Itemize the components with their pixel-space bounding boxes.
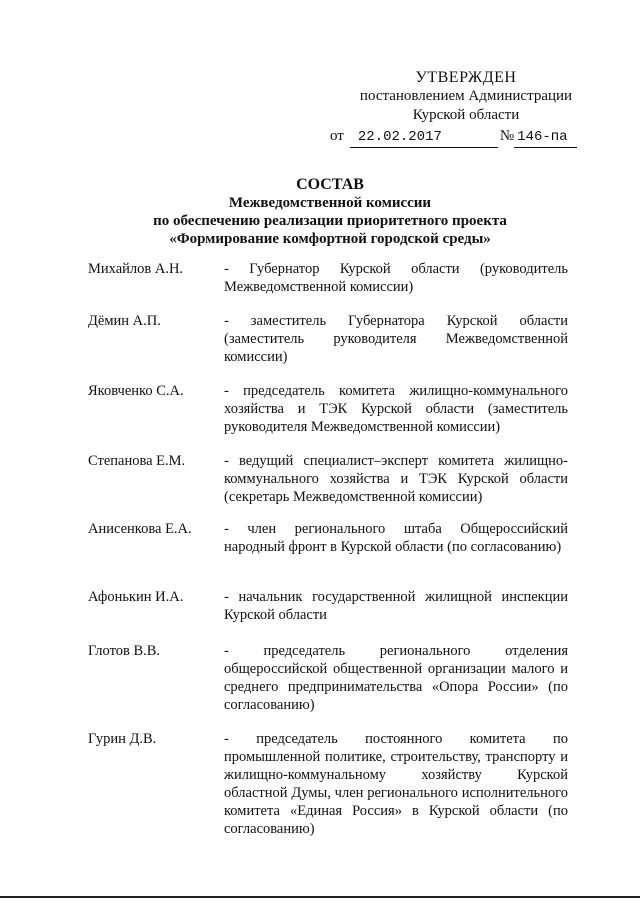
title-line-3: «Формирование комфортной городской среды»: [169, 231, 491, 247]
title-main: СОСТАВ: [296, 176, 364, 193]
approval-stamp: [330, 68, 580, 148]
member-role: - председатель регионального отделения общероссийской общественной организации малого и среднего предпринимательства «Опора России» (по согласованию): [224, 643, 568, 713]
approval-dateline: [330, 127, 580, 148]
page-bottom-edge: [0, 896, 640, 898]
approval-number: 146-па: [514, 128, 577, 148]
member-name: Яковченко С.А.: [88, 383, 184, 399]
member-role: - председатель комитета жилищно-коммунального хозяйства и ТЭК Курской области (заместитель руководителя Межведомственной комиссии): [224, 383, 568, 435]
title-line-1: Межведомственной комиссии: [228, 195, 432, 211]
member-role: - начальник государственной жилищной инспекции Курской области: [224, 589, 568, 623]
member-name: Степанова Е.М.: [88, 453, 186, 469]
member-role: - ведущий специалист–эксперт комитета жилищно-коммунального хозяйства и ТЭК Курской области (секретарь Межведомственной комиссии): [224, 453, 568, 505]
number-prefix: №: [499, 128, 515, 144]
member-role: - Губернатор Курской области (руководитель Межведомственной комиссии): [224, 261, 568, 295]
member-name: Глотов В.В.: [88, 643, 161, 659]
approval-line-2: Курской области: [412, 107, 520, 123]
member-name: Дёмин А.П.: [88, 313, 161, 329]
member-role: - заместитель Губернатора Курской области (заместитель руководителя Межведомственной комиссии): [224, 313, 568, 365]
member-role: - член регионального штаба Общероссийский народный фронт в Курской области (по согласованию): [224, 521, 568, 555]
approval-date: 22.02.2017: [350, 128, 498, 148]
member-name: Анисенкова Е.А.: [88, 521, 192, 537]
approval-line-1: постановлением Администрации: [359, 88, 573, 104]
date-prefix: от: [330, 128, 344, 144]
member-name: Михайлов А.Н.: [88, 261, 184, 277]
approval-heading: УТВЕРЖДЕН: [415, 69, 517, 86]
member-role: - председатель постоянного комитета по промышленной политике, строительству, транспорту и жилищно-коммунальному хозяйству Курской областной Думы, член регионального исполнительного комитета «Единая Россия» в Курской области (по согласованию): [224, 731, 568, 837]
member-name: Афонькин И.А.: [88, 589, 184, 605]
member-name: Гурин Д.В.: [88, 731, 157, 747]
document-title: [80, 176, 580, 248]
title-line-2: по обеспечению реализации приоритетного проекта: [153, 213, 507, 229]
